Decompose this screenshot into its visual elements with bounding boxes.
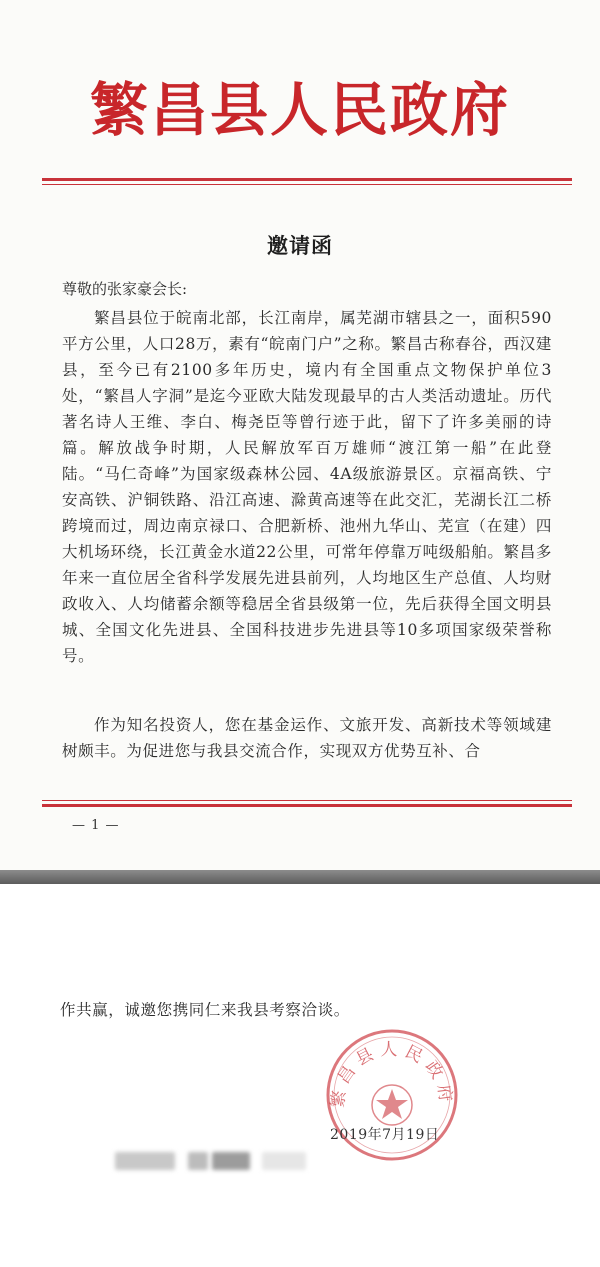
body-paragraph-1: 繁昌县位于皖南北部，长江南岸，属芜湖市辖县之一，面积590平方公里，人口28万，素有“皖南门户”之称。繁昌古称春谷，西汉建县，至今已有2100多年历史，境内有全国重点文物保护单位3处，“繁昌人字洞”是迄今亚欧大陆发现最早的古人类活动遗址。历代著名诗人王维、李白、梅尧臣等曾行迹于此，留下了许多美丽的诗篇。解放战争时期，人民解放军百万雄师“渡江第一船”在此登陆。“马仁奇峰”为国家级森林公园、4A级旅游景区。京福高铁、宁安高铁、沪铜铁路、沿江高速、滁黄高速等在此交汇，芜湖长江二桥跨境而过，周边南京禄口、合肥新桥、池州九华山、芜宣（在建）四大机场环绕，长江黄金水道22公里，可常年停靠万吨级船舶。繁昌多年来一直位居全省科学发展先进县前列，人均地区生产总值、人均财政收入、人均储蓄余额等稳居全省县级第一位，先后获得全国文明县城、全国文化先进县、全国科技进步先进县等10多项国家级荣誉称号。	[62, 309, 552, 665]
page-separator	[0, 870, 600, 884]
body-paragraph-2: 作为知名投资人，您在基金运作、文旅开发、高新技术等领域建树颇丰。为促进您与我县交流合作，实现双方优势互补、合	[62, 716, 552, 760]
document-title: 邀请函	[267, 233, 333, 258]
emblem-star-icon	[372, 1085, 412, 1125]
letterhead-title: 繁昌县人民政府	[89, 76, 510, 144]
document-page-2	[0, 884, 600, 1267]
header-rule-thin	[42, 184, 572, 185]
footer-rule-thin	[42, 800, 572, 801]
page-number: — 1 —	[72, 818, 120, 833]
svg-text:繁昌县人民政府: 繁昌县人民政府	[328, 1040, 456, 1109]
closing-line: 作共赢，诚邀您携同仁来我县考察洽谈。	[60, 1001, 350, 1019]
redacted-block	[188, 1152, 208, 1170]
header-rule-thick	[42, 178, 572, 181]
redacted-block	[115, 1152, 175, 1170]
official-seal	[322, 1025, 462, 1169]
redacted-block	[262, 1152, 306, 1170]
document-date: 2019年7月19日	[330, 1127, 440, 1143]
footer-rule-thick	[42, 804, 572, 807]
redacted-block	[212, 1152, 250, 1170]
salutation: 尊敬的张家豪会长:	[62, 280, 188, 298]
